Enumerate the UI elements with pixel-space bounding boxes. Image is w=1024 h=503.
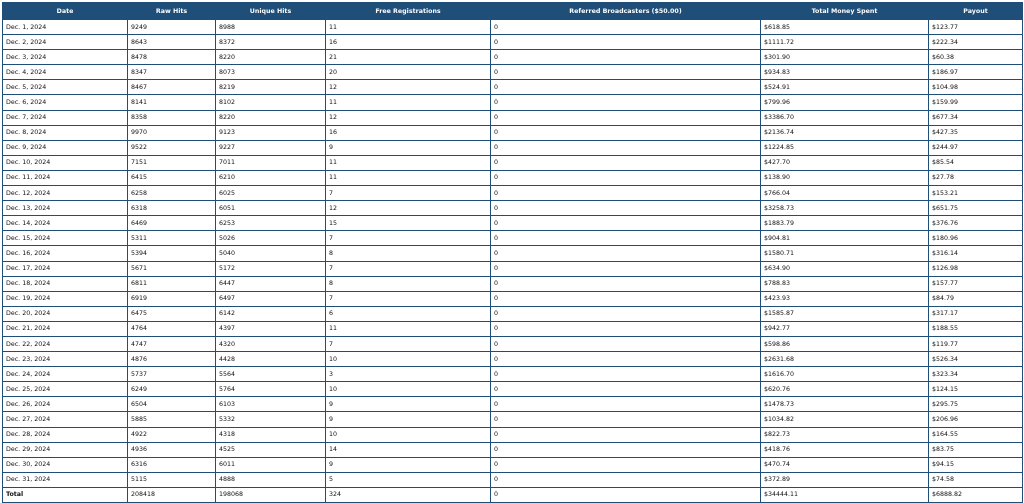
cell-free-registrations: 10 <box>326 382 491 397</box>
cell-referred-broadcasters: 0 <box>491 352 761 367</box>
cell-unique-hits: 8219 <box>216 80 326 95</box>
table-row <box>3 472 1023 487</box>
cell-free-registrations: 16 <box>326 35 491 50</box>
cell-free-registrations: 16 <box>326 125 491 140</box>
cell-date: Dec. 12, 2024 <box>3 186 128 201</box>
cell-total-money-spent: $1616.70 <box>761 367 929 382</box>
cell-raw-hits: 6415 <box>128 170 216 185</box>
cell-free-registrations: 9 <box>326 397 491 412</box>
cell-referred-broadcasters: 0 <box>491 412 761 427</box>
cell-unique-hits: 7011 <box>216 155 326 170</box>
cell-unique-hits: 6103 <box>216 397 326 412</box>
cell-raw-hits: 4922 <box>128 427 216 442</box>
table-row <box>3 80 1023 95</box>
cell-referred-broadcasters: 0 <box>491 291 761 306</box>
cell-free-registrations: 11 <box>326 155 491 170</box>
table-row <box>3 352 1023 367</box>
cell-unique-hits: 5764 <box>216 382 326 397</box>
table-row <box>3 155 1023 170</box>
cell-unique-hits: 5332 <box>216 412 326 427</box>
cell-total-money-spent: $1580.71 <box>761 246 929 261</box>
table-row <box>3 95 1023 110</box>
cell-total-money-spent: $788.83 <box>761 276 929 291</box>
table-row <box>3 231 1023 246</box>
cell-raw-hits: 8358 <box>128 110 216 125</box>
cell-raw-hits: 6919 <box>128 291 216 306</box>
cell-total-money-spent: $3386.70 <box>761 110 929 125</box>
header-payout: Payout <box>929 3 1023 20</box>
cell-payout: $180.96 <box>929 231 1023 246</box>
cell-free-registrations: 20 <box>326 65 491 80</box>
cell-total-money-spent: $1034.82 <box>761 412 929 427</box>
cell-referred-broadcasters: 0 <box>491 80 761 95</box>
cell-payout: $94.15 <box>929 457 1023 472</box>
table-row <box>3 35 1023 50</box>
cell-free-registrations: 6 <box>326 306 491 321</box>
cell-payout: $119.77 <box>929 336 1023 351</box>
cell-referred-broadcasters: 0 <box>491 472 761 487</box>
cell-free-registrations: 7 <box>326 186 491 201</box>
cell-date: Dec. 23, 2024 <box>3 352 128 367</box>
cell-payout: $316.14 <box>929 246 1023 261</box>
table-row <box>3 306 1023 321</box>
cell-total-money-spent: $618.85 <box>761 20 929 35</box>
cell-total-money-spent: $1585.87 <box>761 306 929 321</box>
table-row <box>3 336 1023 351</box>
cell-date: Dec. 1, 2024 <box>3 20 128 35</box>
cell-raw-hits: 8467 <box>128 80 216 95</box>
cell-total-money-spent: $418.76 <box>761 442 929 457</box>
table-row <box>3 186 1023 201</box>
cell-payout: $186.97 <box>929 65 1023 80</box>
cell-date: Dec. 6, 2024 <box>3 95 128 110</box>
cell-date: Dec. 16, 2024 <box>3 246 128 261</box>
cell-payout: $323.34 <box>929 367 1023 382</box>
cell-payout: $376.76 <box>929 216 1023 231</box>
cell-unique-hits: 9227 <box>216 140 326 155</box>
header-total-money-spent: Total Money Spent <box>761 3 929 20</box>
cell-payout: $85.54 <box>929 155 1023 170</box>
total-raw-hits: 208418 <box>128 487 216 502</box>
cell-unique-hits: 8220 <box>216 110 326 125</box>
cell-date: Dec. 4, 2024 <box>3 65 128 80</box>
cell-date: Dec. 7, 2024 <box>3 110 128 125</box>
cell-raw-hits: 5671 <box>128 261 216 276</box>
header-referred-broadcasters: Referred Broadcasters ($50.00) <box>491 3 761 20</box>
cell-unique-hits: 6497 <box>216 291 326 306</box>
cell-free-registrations: 15 <box>326 216 491 231</box>
cell-total-money-spent: $934.83 <box>761 65 929 80</box>
cell-referred-broadcasters: 0 <box>491 110 761 125</box>
header-unique-hits: Unique Hits <box>216 3 326 20</box>
table-row <box>3 397 1023 412</box>
cell-date: Dec. 29, 2024 <box>3 442 128 457</box>
cell-total-money-spent: $620.76 <box>761 382 929 397</box>
cell-free-registrations: 12 <box>326 201 491 216</box>
cell-raw-hits: 6258 <box>128 186 216 201</box>
cell-unique-hits: 6051 <box>216 201 326 216</box>
cell-raw-hits: 7151 <box>128 155 216 170</box>
cell-unique-hits: 8073 <box>216 65 326 80</box>
cell-payout: $651.75 <box>929 201 1023 216</box>
cell-free-registrations: 8 <box>326 246 491 261</box>
cell-referred-broadcasters: 0 <box>491 382 761 397</box>
cell-referred-broadcasters: 0 <box>491 336 761 351</box>
cell-unique-hits: 6025 <box>216 186 326 201</box>
cell-payout: $222.34 <box>929 35 1023 50</box>
cell-free-registrations: 10 <box>326 427 491 442</box>
cell-total-money-spent: $598.86 <box>761 336 929 351</box>
cell-date: Dec. 13, 2024 <box>3 201 128 216</box>
cell-unique-hits: 8220 <box>216 50 326 65</box>
cell-raw-hits: 8478 <box>128 50 216 65</box>
cell-referred-broadcasters: 0 <box>491 20 761 35</box>
cell-total-money-spent: $904.81 <box>761 231 929 246</box>
cell-date: Dec. 21, 2024 <box>3 321 128 336</box>
cell-referred-broadcasters: 0 <box>491 261 761 276</box>
cell-free-registrations: 11 <box>326 95 491 110</box>
cell-unique-hits: 6253 <box>216 216 326 231</box>
cell-payout: $188.55 <box>929 321 1023 336</box>
cell-free-registrations: 12 <box>326 110 491 125</box>
total-referred-broadcasters: 0 <box>491 487 761 502</box>
table-row <box>3 246 1023 261</box>
cell-total-money-spent: $799.96 <box>761 95 929 110</box>
cell-unique-hits: 6210 <box>216 170 326 185</box>
cell-referred-broadcasters: 0 <box>491 65 761 80</box>
cell-payout: $84.79 <box>929 291 1023 306</box>
cell-date: Dec. 11, 2024 <box>3 170 128 185</box>
cell-raw-hits: 4876 <box>128 352 216 367</box>
cell-date: Dec. 10, 2024 <box>3 155 128 170</box>
cell-unique-hits: 4320 <box>216 336 326 351</box>
cell-free-registrations: 8 <box>326 276 491 291</box>
table-row <box>3 321 1023 336</box>
table-row <box>3 110 1023 125</box>
cell-payout: $244.97 <box>929 140 1023 155</box>
cell-date: Dec. 5, 2024 <box>3 80 128 95</box>
cell-total-money-spent: $524.91 <box>761 80 929 95</box>
cell-free-registrations: 7 <box>326 336 491 351</box>
cell-unique-hits: 5564 <box>216 367 326 382</box>
cell-raw-hits: 8347 <box>128 65 216 80</box>
cell-unique-hits: 6447 <box>216 276 326 291</box>
cell-unique-hits: 6142 <box>216 306 326 321</box>
cell-free-registrations: 14 <box>326 442 491 457</box>
cell-referred-broadcasters: 0 <box>491 140 761 155</box>
cell-referred-broadcasters: 0 <box>491 216 761 231</box>
cell-raw-hits: 6504 <box>128 397 216 412</box>
cell-raw-hits: 6475 <box>128 306 216 321</box>
table-row <box>3 412 1023 427</box>
cell-date: Dec. 18, 2024 <box>3 276 128 291</box>
cell-payout: $74.58 <box>929 472 1023 487</box>
cell-free-registrations: 3 <box>326 367 491 382</box>
cell-referred-broadcasters: 0 <box>491 306 761 321</box>
cell-total-money-spent: $634.90 <box>761 261 929 276</box>
cell-date: Dec. 14, 2024 <box>3 216 128 231</box>
cell-date: Dec. 20, 2024 <box>3 306 128 321</box>
cell-referred-broadcasters: 0 <box>491 276 761 291</box>
cell-payout: $295.75 <box>929 397 1023 412</box>
cell-total-money-spent: $2136.74 <box>761 125 929 140</box>
total-unique-hits: 198068 <box>216 487 326 502</box>
cell-payout: $157.77 <box>929 276 1023 291</box>
cell-raw-hits: 4747 <box>128 336 216 351</box>
cell-total-money-spent: $942.77 <box>761 321 929 336</box>
cell-date: Dec. 26, 2024 <box>3 397 128 412</box>
cell-raw-hits: 8643 <box>128 35 216 50</box>
cell-unique-hits: 5026 <box>216 231 326 246</box>
table-row <box>3 261 1023 276</box>
cell-date: Dec. 19, 2024 <box>3 291 128 306</box>
cell-date: Dec. 8, 2024 <box>3 125 128 140</box>
stats-table-container <box>2 2 1022 499</box>
cell-payout: $427.35 <box>929 125 1023 140</box>
cell-raw-hits: 9970 <box>128 125 216 140</box>
cell-payout: $317.17 <box>929 306 1023 321</box>
table-row <box>3 170 1023 185</box>
table-row <box>3 140 1023 155</box>
cell-raw-hits: 5394 <box>128 246 216 261</box>
cell-date: Dec. 2, 2024 <box>3 35 128 50</box>
cell-raw-hits: 9522 <box>128 140 216 155</box>
cell-free-registrations: 9 <box>326 140 491 155</box>
cell-date: Dec. 9, 2024 <box>3 140 128 155</box>
cell-date: Dec. 31, 2024 <box>3 472 128 487</box>
cell-total-money-spent: $1111.72 <box>761 35 929 50</box>
total-payout: $6888.82 <box>929 487 1023 502</box>
cell-unique-hits: 8988 <box>216 20 326 35</box>
cell-free-registrations: 7 <box>326 291 491 306</box>
cell-referred-broadcasters: 0 <box>491 231 761 246</box>
table-body <box>3 20 1023 503</box>
cell-free-registrations: 5 <box>326 472 491 487</box>
cell-unique-hits: 4428 <box>216 352 326 367</box>
cell-date: Dec. 27, 2024 <box>3 412 128 427</box>
table-row <box>3 442 1023 457</box>
cell-date: Dec. 30, 2024 <box>3 457 128 472</box>
cell-raw-hits: 5737 <box>128 367 216 382</box>
cell-payout: $124.15 <box>929 382 1023 397</box>
cell-raw-hits: 5885 <box>128 412 216 427</box>
cell-raw-hits: 6316 <box>128 457 216 472</box>
cell-payout: $126.98 <box>929 261 1023 276</box>
cell-referred-broadcasters: 0 <box>491 442 761 457</box>
cell-referred-broadcasters: 0 <box>491 321 761 336</box>
table-row <box>3 201 1023 216</box>
cell-referred-broadcasters: 0 <box>491 457 761 472</box>
cell-free-registrations: 11 <box>326 170 491 185</box>
cell-date: Dec. 17, 2024 <box>3 261 128 276</box>
cell-raw-hits: 5311 <box>128 231 216 246</box>
cell-referred-broadcasters: 0 <box>491 95 761 110</box>
cell-raw-hits: 6811 <box>128 276 216 291</box>
cell-free-registrations: 10 <box>326 352 491 367</box>
cell-referred-broadcasters: 0 <box>491 427 761 442</box>
cell-date: Dec. 3, 2024 <box>3 50 128 65</box>
cell-unique-hits: 8372 <box>216 35 326 50</box>
cell-payout: $60.38 <box>929 50 1023 65</box>
cell-referred-broadcasters: 0 <box>491 367 761 382</box>
cell-raw-hits: 9249 <box>128 20 216 35</box>
cell-unique-hits: 5040 <box>216 246 326 261</box>
cell-referred-broadcasters: 0 <box>491 155 761 170</box>
cell-total-money-spent: $427.70 <box>761 155 929 170</box>
cell-payout: $677.34 <box>929 110 1023 125</box>
cell-unique-hits: 4525 <box>216 442 326 457</box>
cell-date: Dec. 28, 2024 <box>3 427 128 442</box>
cell-free-registrations: 11 <box>326 20 491 35</box>
table-row <box>3 427 1023 442</box>
cell-payout: $164.55 <box>929 427 1023 442</box>
table-row <box>3 65 1023 80</box>
cell-total-money-spent: $423.93 <box>761 291 929 306</box>
cell-total-money-spent: $1883.79 <box>761 216 929 231</box>
cell-free-registrations: 9 <box>326 412 491 427</box>
cell-total-money-spent: $1224.85 <box>761 140 929 155</box>
cell-unique-hits: 8102 <box>216 95 326 110</box>
cell-date: Dec. 25, 2024 <box>3 382 128 397</box>
table-row <box>3 382 1023 397</box>
cell-free-registrations: 21 <box>326 50 491 65</box>
cell-total-money-spent: $766.04 <box>761 186 929 201</box>
table-row <box>3 276 1023 291</box>
cell-referred-broadcasters: 0 <box>491 397 761 412</box>
cell-raw-hits: 8141 <box>128 95 216 110</box>
cell-free-registrations: 7 <box>326 261 491 276</box>
cell-date: Dec. 24, 2024 <box>3 367 128 382</box>
cell-raw-hits: 6318 <box>128 201 216 216</box>
cell-referred-broadcasters: 0 <box>491 50 761 65</box>
cell-unique-hits: 9123 <box>216 125 326 140</box>
cell-free-registrations: 9 <box>326 457 491 472</box>
total-money-spent: $34444.11 <box>761 487 929 502</box>
cell-total-money-spent: $822.73 <box>761 427 929 442</box>
table-row <box>3 457 1023 472</box>
header-date: Date <box>3 3 128 20</box>
cell-date: Dec. 22, 2024 <box>3 336 128 351</box>
table-row <box>3 20 1023 35</box>
stats-table <box>2 2 1023 503</box>
table-row <box>3 291 1023 306</box>
cell-raw-hits: 4936 <box>128 442 216 457</box>
cell-total-money-spent: $372.89 <box>761 472 929 487</box>
cell-total-money-spent: $301.90 <box>761 50 929 65</box>
total-free-registrations: 324 <box>326 487 491 502</box>
total-label: Total <box>3 487 128 502</box>
cell-unique-hits: 6011 <box>216 457 326 472</box>
cell-total-money-spent: $2631.68 <box>761 352 929 367</box>
header-free-registrations: Free Registrations <box>326 3 491 20</box>
cell-free-registrations: 7 <box>326 231 491 246</box>
cell-date: Dec. 15, 2024 <box>3 231 128 246</box>
cell-total-money-spent: $138.90 <box>761 170 929 185</box>
cell-raw-hits: 5115 <box>128 472 216 487</box>
cell-referred-broadcasters: 0 <box>491 201 761 216</box>
cell-raw-hits: 4764 <box>128 321 216 336</box>
header-row <box>3 3 1023 20</box>
cell-payout: $159.99 <box>929 95 1023 110</box>
cell-free-registrations: 11 <box>326 321 491 336</box>
cell-payout: $123.77 <box>929 20 1023 35</box>
cell-referred-broadcasters: 0 <box>491 246 761 261</box>
cell-unique-hits: 4397 <box>216 321 326 336</box>
cell-unique-hits: 4888 <box>216 472 326 487</box>
cell-referred-broadcasters: 0 <box>491 125 761 140</box>
cell-unique-hits: 4318 <box>216 427 326 442</box>
cell-total-money-spent: $470.74 <box>761 457 929 472</box>
cell-raw-hits: 6469 <box>128 216 216 231</box>
table-row <box>3 367 1023 382</box>
cell-unique-hits: 5172 <box>216 261 326 276</box>
cell-free-registrations: 12 <box>326 80 491 95</box>
cell-payout: $526.34 <box>929 352 1023 367</box>
cell-payout: $104.98 <box>929 80 1023 95</box>
total-row <box>3 487 1023 502</box>
table-row <box>3 50 1023 65</box>
cell-payout: $83.75 <box>929 442 1023 457</box>
cell-payout: $27.78 <box>929 170 1023 185</box>
header-raw-hits: Raw Hits <box>128 3 216 20</box>
cell-referred-broadcasters: 0 <box>491 35 761 50</box>
cell-referred-broadcasters: 0 <box>491 170 761 185</box>
table-row <box>3 216 1023 231</box>
cell-payout: $153.21 <box>929 186 1023 201</box>
cell-referred-broadcasters: 0 <box>491 186 761 201</box>
cell-payout: $206.96 <box>929 412 1023 427</box>
cell-total-money-spent: $3258.73 <box>761 201 929 216</box>
cell-total-money-spent: $1478.73 <box>761 397 929 412</box>
table-row <box>3 125 1023 140</box>
cell-raw-hits: 6249 <box>128 382 216 397</box>
